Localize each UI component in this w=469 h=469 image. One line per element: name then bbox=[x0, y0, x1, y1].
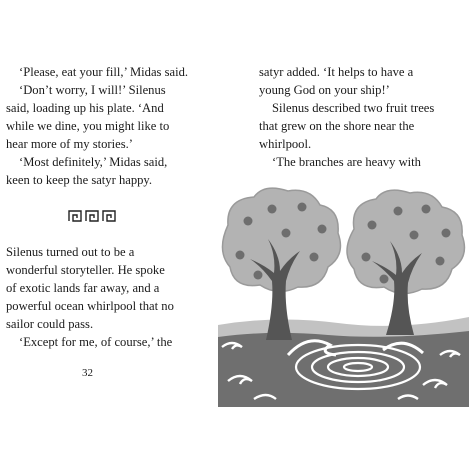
text-line: wonderful storyteller. He spoke bbox=[6, 263, 165, 277]
paragraph-block-1 bbox=[6, 63, 188, 189]
paragraph-block-3 bbox=[259, 63, 434, 171]
sea-water bbox=[218, 331, 469, 407]
text-line: powerful ocean whirlpool that no bbox=[6, 299, 174, 313]
text-line: ‘The branches are heavy with bbox=[272, 155, 421, 169]
paragraph-block-2 bbox=[6, 243, 174, 351]
text-line: keen to keep the satyr happy. bbox=[6, 173, 153, 187]
text-line: ‘Please, eat your fill,’ Midas said. bbox=[19, 65, 189, 79]
text-line: whirlpool. bbox=[259, 137, 312, 151]
text-line: ‘Don’t worry, I will!’ Silenus bbox=[19, 83, 166, 97]
text-line: of exotic lands far away, and a bbox=[6, 281, 160, 295]
text-line: ‘Except for me, of course,’ the bbox=[19, 335, 173, 349]
left-page bbox=[0, 0, 234, 469]
text-line: while we dine, you might like to bbox=[6, 119, 170, 133]
greek-key-divider-icon bbox=[68, 210, 116, 222]
page-number: 32 bbox=[82, 367, 93, 379]
text-line: said, loading up his plate. ‘And bbox=[6, 101, 164, 115]
text-line: Silenus described two fruit trees bbox=[272, 101, 435, 115]
text-line: that grew on the shore near the bbox=[259, 119, 415, 133]
text-line: sailor could pass. bbox=[6, 317, 94, 331]
trees-whirlpool-illustration bbox=[218, 185, 469, 407]
text-line: ‘Most definitely,’ Midas said, bbox=[19, 155, 168, 169]
text-line: satyr added. ‘It helps to have a bbox=[259, 65, 414, 79]
text-line: hear more of my stories.’ bbox=[6, 137, 133, 151]
text-line: young God on your ship!’ bbox=[259, 83, 390, 97]
text-line: Silenus turned out to be a bbox=[6, 245, 135, 259]
